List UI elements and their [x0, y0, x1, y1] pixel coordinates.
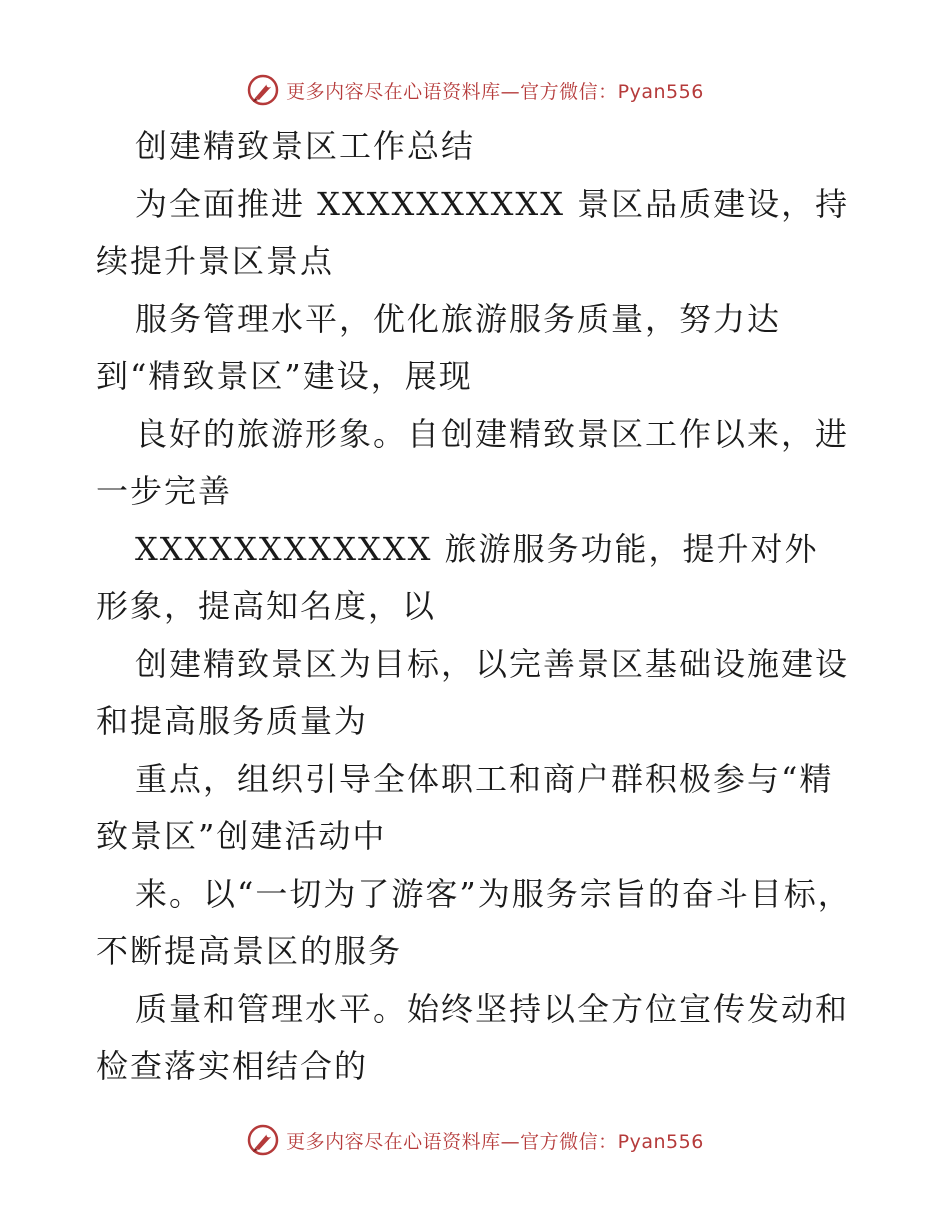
document-title: 创建精致景区工作总结 [135, 127, 476, 165]
pen-logo-icon [246, 1123, 280, 1157]
paragraph-line: 为全面推进 XXXXXXXXXX 景区品质建设，持续提升景区景点 [96, 184, 850, 280]
paragraph-line: 良好的旅游形象。自创建精致景区工作以来，进一步完善 [96, 414, 850, 510]
watermark-banner-top [0, 70, 950, 110]
watermark-text: 更多内容尽在心语资料库—官方微信：Pyan556 [286, 80, 704, 103]
paragraph-line: 创建精致景区为目标，以完善景区基础设施建设和提高服务质量为 [96, 644, 850, 740]
paragraph-line: 重点，组织引导全体职工和商户群积极参与“精致景区”创建活动中 [96, 759, 834, 855]
paragraph-line: 服务管理水平，优化旅游服务质量，努力达到“精致景区”建设，展现 [96, 299, 782, 395]
document-body [96, 118, 852, 1096]
paragraph-line: XXXXXXXXXXXX 旅游服务功能，提升对外形象，提高知名度，以 [96, 529, 819, 625]
pen-logo-icon [246, 73, 280, 107]
watermark-banner-bottom [0, 1120, 950, 1160]
paragraph-line: 质量和管理水平。始终坚持以全方位宣传发动和检查落实相结合的 [96, 989, 850, 1085]
watermark-text: 更多内容尽在心语资料库—官方微信：Pyan556 [286, 1130, 704, 1153]
paragraph-line: 来。以“一切为了游客”为服务宗旨的奋斗目标，不断提高景区的服务 [96, 874, 852, 970]
